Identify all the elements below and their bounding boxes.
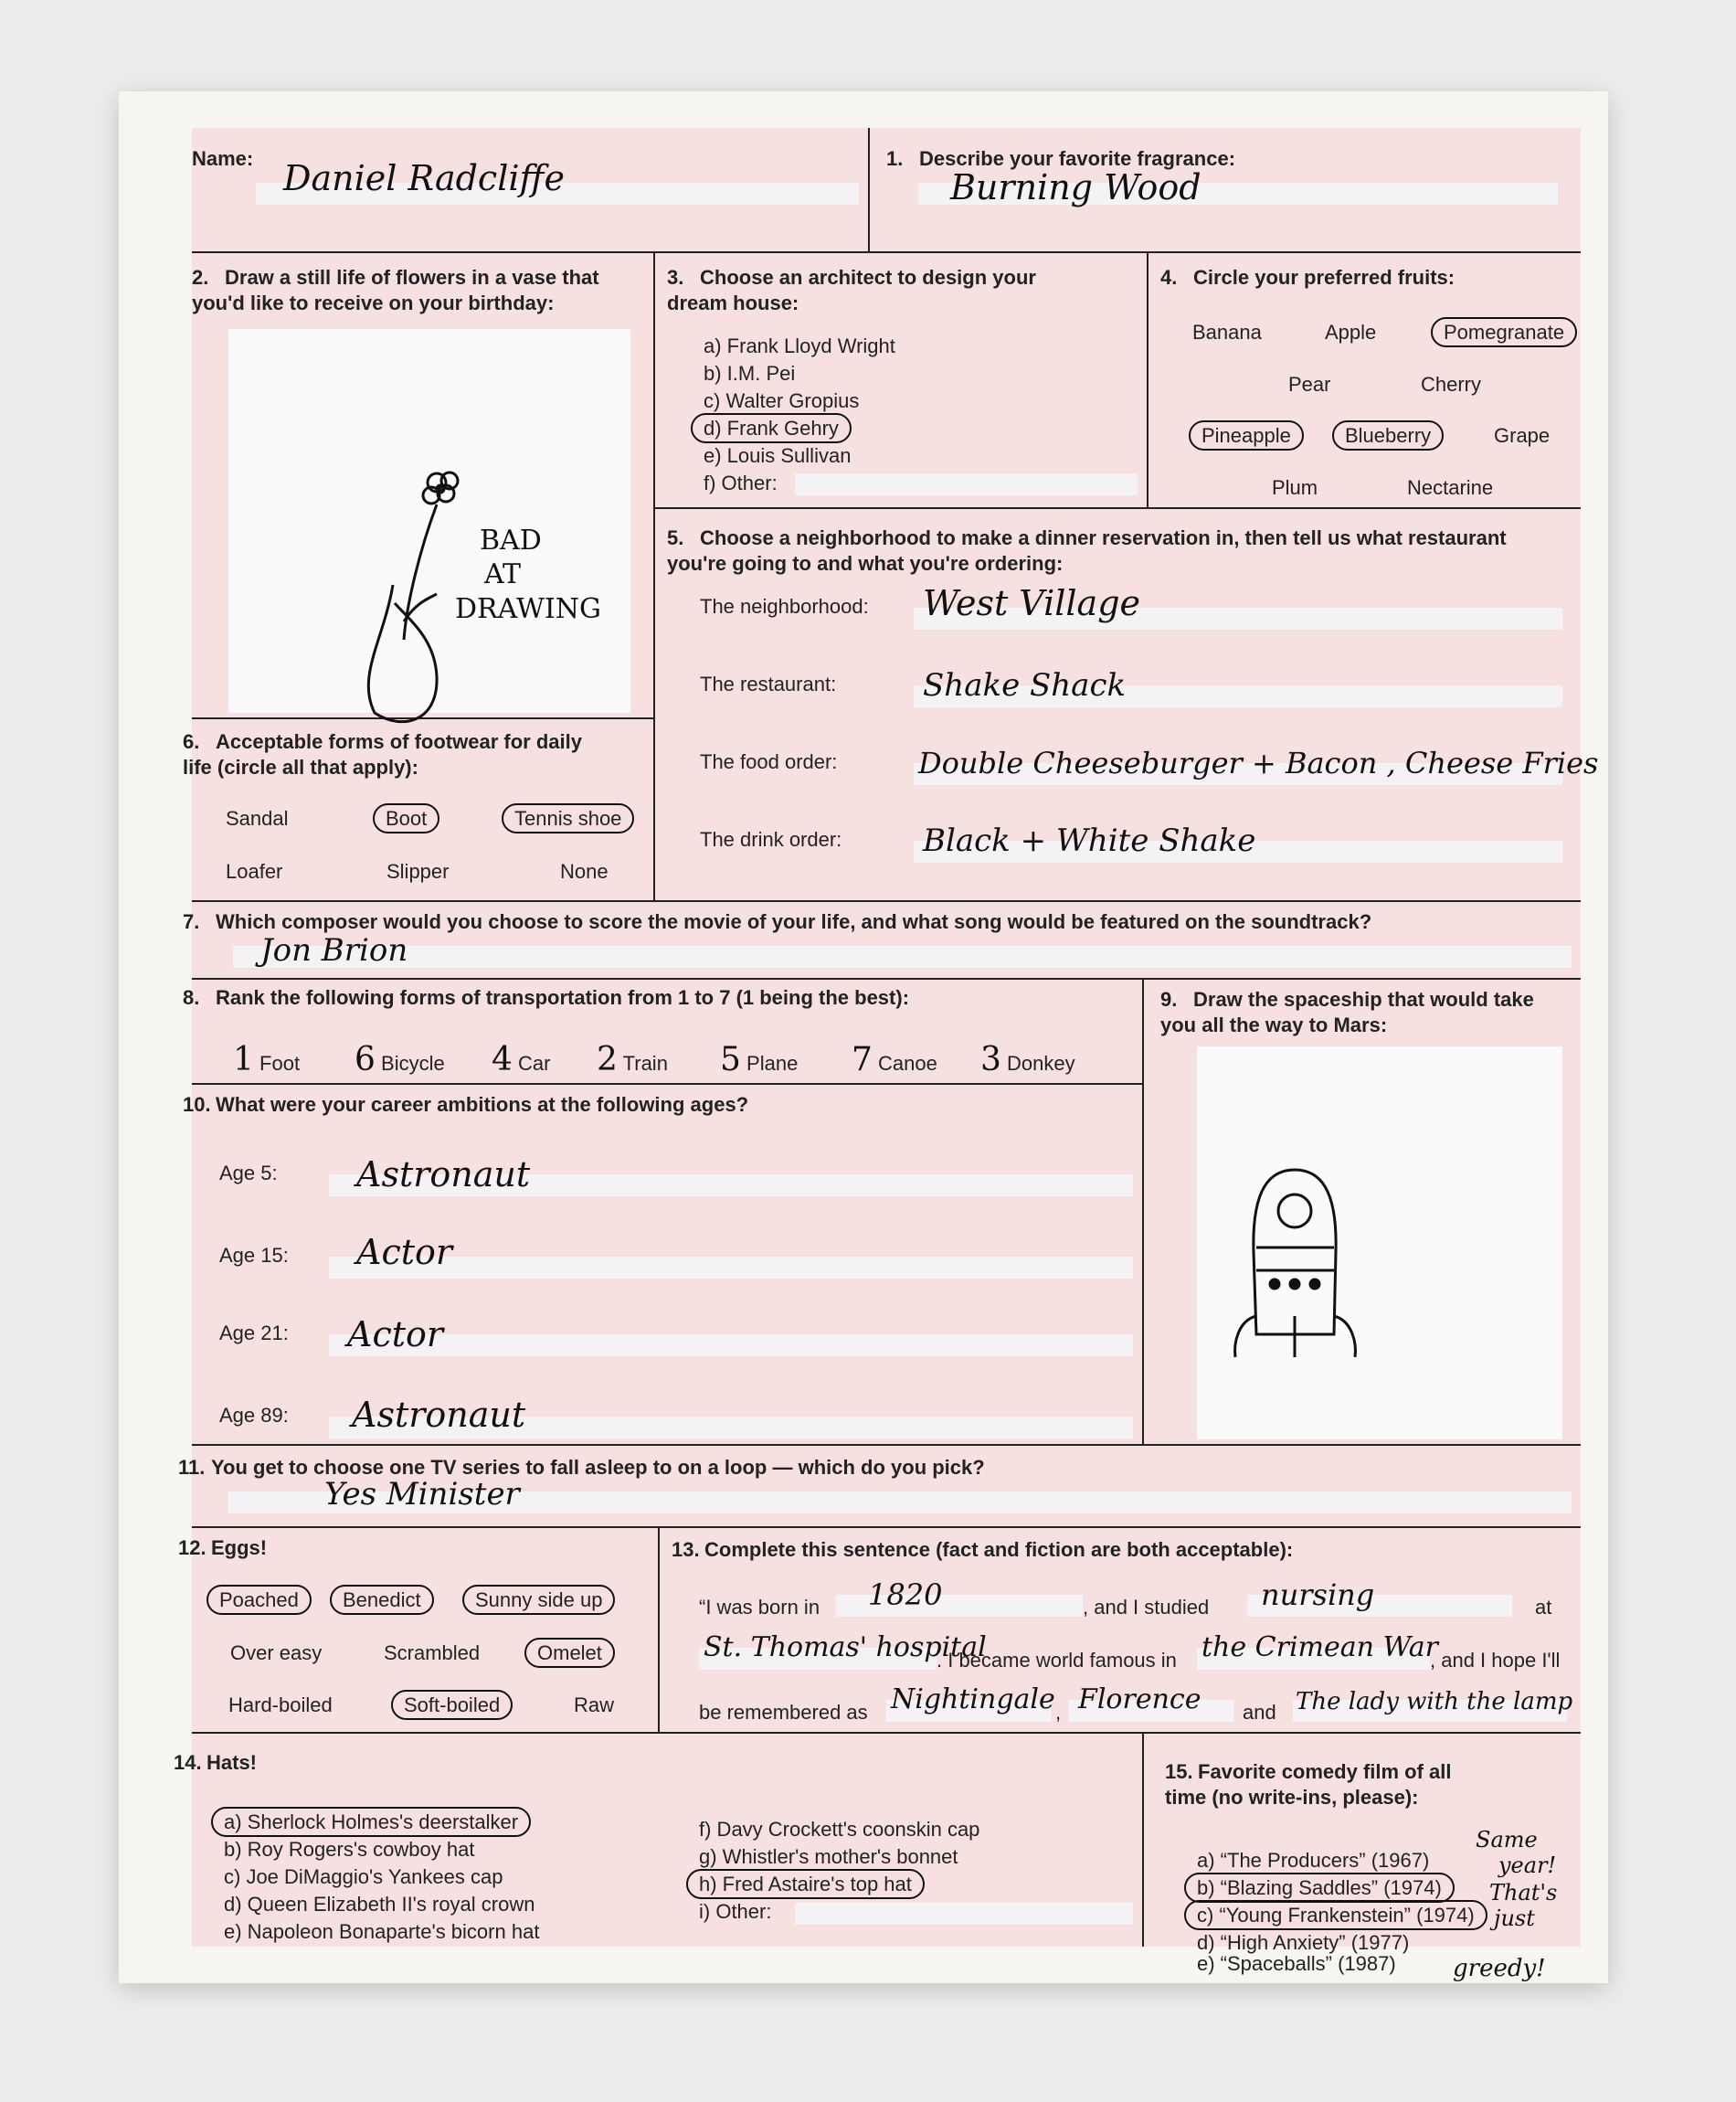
hat-f[interactable]: f) Davy Crockett's coonskin cap — [699, 1818, 980, 1841]
q13-text-7: , — [1055, 1701, 1062, 1724]
q2-question: 2. Draw a still life of flowers in a vase that you'd like to receive on your birthday: — [192, 266, 599, 314]
q5-answer-food: Double Cheeseburger + Bacon , Cheese Fries — [918, 746, 1599, 780]
egg-benedict[interactable]: Benedict — [343, 1587, 434, 1613]
q13-text-1: “I was born in — [699, 1596, 820, 1619]
q15-question: 15. Favorite comedy film of all time (no write-ins, please): — [1165, 1760, 1452, 1809]
q13-text-2: , and I studied — [1083, 1596, 1210, 1619]
q3-option-d[interactable]: d) Frank Gehry — [704, 416, 852, 441]
fruit-blueberry[interactable]: Blueberry — [1345, 423, 1444, 449]
q10-label-age15: Age 15: — [219, 1244, 289, 1267]
q2-note-2: AT — [484, 558, 522, 590]
rule — [192, 717, 653, 719]
rule — [653, 507, 1581, 509]
q5-answer-restaurant: Shake Shack — [923, 667, 1127, 704]
q7-answer: Jon Brion — [260, 932, 408, 969]
egg-soft-boiled[interactable]: Soft-boiled — [404, 1693, 513, 1718]
footwear-loafer[interactable]: Loafer — [226, 860, 283, 883]
q2-note-3: DRAWING — [455, 593, 601, 625]
q3-option-f[interactable]: f) Other: — [704, 472, 778, 494]
q11-answer: Yes Minister — [324, 1476, 520, 1513]
q3-option-a[interactable]: a) Frank Lloyd Wright — [704, 334, 895, 357]
q13-text-5: , and I hope I'll — [1430, 1649, 1561, 1672]
q10-answer-age5: Astronaut — [356, 1154, 531, 1194]
egg-sunny-side-up[interactable]: Sunny side up — [475, 1587, 615, 1613]
q10-label-age89: Age 89: — [219, 1404, 289, 1427]
footwear-sandal[interactable]: Sandal — [226, 807, 289, 830]
hat-h[interactable]: h) Fred Astaire's top hat — [699, 1872, 925, 1897]
egg-raw[interactable]: Raw — [574, 1693, 615, 1716]
q3-question: 3. Choose an architect to design your dream house: — [667, 266, 1036, 314]
footwear-boot[interactable]: Boot — [386, 806, 439, 832]
transport-donkey[interactable]: 3 Donkey — [980, 1041, 1075, 1078]
q5-label-neighborhood: The neighborhood: — [700, 595, 869, 618]
q14-other-field[interactable] — [795, 1903, 1133, 1925]
q10-answer-age21: Actor — [347, 1314, 444, 1354]
rule — [658, 1526, 660, 1732]
q13-answer-studied: nursing — [1261, 1577, 1375, 1612]
q13-question: 13. Complete this sentence (fact and fiction are both acceptable): — [672, 1538, 1294, 1561]
footwear-slipper[interactable]: Slipper — [386, 860, 450, 883]
q13-answer-at: St. Thomas' hospital — [704, 1631, 987, 1663]
name-label: Name: — [192, 147, 254, 170]
q13-answer-famous: the Crimean War — [1201, 1631, 1438, 1663]
egg-poached[interactable]: Poached — [219, 1587, 312, 1613]
rule — [1142, 1732, 1144, 1947]
q5-answer-drink: Black + White Shake — [923, 823, 1256, 859]
paper-sheet — [119, 91, 1608, 1983]
q1-answer: Burning Wood — [950, 167, 1201, 207]
q15-note-3: That's — [1489, 1880, 1558, 1906]
q13-text-3: at — [1535, 1596, 1552, 1619]
q11-question: 11. You get to choose one TV series to fall asleep to on a loop — which do you pick? — [178, 1456, 985, 1479]
fruit-nectarine[interactable]: Nectarine — [1407, 476, 1494, 499]
q13-text-8: and — [1243, 1701, 1276, 1724]
q9-drawing-area[interactable] — [1197, 1046, 1562, 1439]
rule — [192, 1732, 1581, 1734]
egg-scrambled[interactable]: Scrambled — [384, 1641, 481, 1664]
q13-text-4: . I became world famous in — [937, 1649, 1177, 1672]
q15-note-1: Same — [1476, 1827, 1538, 1853]
hat-a[interactable]: a) Sherlock Holmes's deerstalker — [224, 1810, 531, 1835]
hat-e[interactable]: e) Napoleon Bonaparte's bicorn hat — [224, 1920, 540, 1943]
q1-question: 1. Describe your favorite fragrance: — [886, 147, 1236, 170]
footwear-tennis-shoe[interactable]: Tennis shoe — [514, 806, 634, 832]
film-b[interactable]: b) “Blazing Saddles” (1974) — [1197, 1875, 1455, 1901]
transport-canoe[interactable]: 7 Canoe — [852, 1041, 937, 1078]
film-c[interactable]: c) “Young Frankenstein” (1974) — [1197, 1903, 1487, 1928]
hat-c[interactable]: c) Joe DiMaggio's Yankees cap — [224, 1865, 503, 1888]
q15-note-2: year! — [1498, 1853, 1557, 1878]
q13-answer-remembered-3: The lady with the lamp — [1296, 1688, 1573, 1715]
rule — [192, 251, 1581, 253]
q10-label-age21: Age 21: — [219, 1322, 289, 1344]
q3-other-field[interactable] — [795, 473, 1138, 495]
questionnaire-form — [174, 128, 1599, 1954]
q8-question: 8. Rank the following forms of transportation from 1 to 7 (1 being the best): — [183, 986, 910, 1009]
transport-car[interactable]: 4 Car — [492, 1041, 551, 1078]
q13-answer-remembered-1: Nightingale — [891, 1683, 1055, 1715]
q15-note-4: just — [1494, 1906, 1535, 1931]
q6-question: 6. Acceptable forms of footwear for daily life (circle all that apply): — [183, 730, 582, 779]
film-e[interactable]: e) “Spaceballs” (1987) — [1197, 1952, 1396, 1975]
q10-answer-age89: Astronaut — [352, 1395, 526, 1435]
q13-answer-born: 1820 — [868, 1577, 943, 1612]
q9-question: 9. Draw the spaceship that would take you all the way to Mars: — [1160, 988, 1534, 1036]
hat-i[interactable]: i) Other: — [699, 1900, 772, 1923]
rule — [192, 1526, 1581, 1528]
rule — [192, 978, 1581, 980]
rule — [192, 900, 1581, 902]
q12-question: 12. Eggs! — [178, 1536, 268, 1559]
q10-answer-age15: Actor — [356, 1232, 453, 1272]
footwear-none[interactable]: None — [560, 860, 609, 883]
q10-field-age21[interactable] — [329, 1334, 1133, 1356]
transport-train[interactable]: 2 Train — [597, 1041, 668, 1078]
q5-label-drink: The drink order: — [700, 828, 842, 851]
q5-question: 5. Choose a neighborhood to make a dinner reservation in, then tell us what restaurant you're going to and what you're ordering: — [667, 526, 1507, 575]
q5-label-restaurant: The restaurant: — [700, 673, 837, 695]
q4-question: 4. Circle your preferred fruits: — [1160, 266, 1455, 289]
fruit-grape[interactable]: Grape — [1494, 424, 1551, 447]
fruit-plum[interactable]: Plum — [1272, 476, 1318, 499]
fruit-pomegranate[interactable]: Pomegranate — [1444, 320, 1577, 345]
q10-question: 10. What were your career ambitions at the following ages? — [183, 1093, 749, 1116]
transport-plane[interactable]: 5 Plane — [720, 1041, 799, 1078]
q3-option-b[interactable]: b) I.M. Pei — [704, 362, 796, 385]
q5-answer-neighborhood: West Village — [923, 583, 1141, 623]
rule — [653, 251, 655, 900]
fruit-apple[interactable]: Apple — [1325, 321, 1377, 344]
q3-option-c[interactable]: c) Walter Gropius — [704, 389, 860, 412]
rule — [1147, 251, 1149, 507]
fruit-banana[interactable]: Banana — [1192, 321, 1262, 344]
q13-text-6: be remembered as — [699, 1701, 868, 1724]
q14-question: 14. Hats! — [174, 1751, 258, 1774]
spaceship-drawing — [192, 128, 193, 129]
q7-field[interactable] — [233, 946, 1572, 968]
egg-hard-boiled[interactable]: Hard-boiled — [228, 1693, 333, 1716]
hat-d[interactable]: d) Queen Elizabeth II's royal crown — [224, 1893, 535, 1916]
fruit-pineapple[interactable]: Pineapple — [1201, 423, 1304, 449]
hat-b[interactable]: b) Roy Rogers's cowboy hat — [224, 1838, 475, 1861]
fruit-pear[interactable]: Pear — [1288, 373, 1331, 396]
fruit-cherry[interactable]: Cherry — [1421, 373, 1482, 396]
rule — [1142, 978, 1144, 1444]
transport-foot[interactable]: 1 Foot — [233, 1041, 301, 1078]
rule — [192, 1083, 1142, 1085]
hat-g[interactable]: g) Whistler's mother's bonnet — [699, 1845, 958, 1868]
transport-bicycle[interactable]: 6 Bicycle — [355, 1041, 445, 1078]
name-answer: Daniel Radcliffe — [283, 158, 565, 198]
egg-over-easy[interactable]: Over easy — [230, 1641, 323, 1664]
film-a[interactable]: a) “The Producers” (1967) — [1197, 1849, 1430, 1872]
q2-note-1: BAD — [480, 525, 542, 557]
rule — [868, 128, 870, 251]
film-d[interactable]: d) “High Anxiety” (1977) — [1197, 1931, 1410, 1954]
q15-note-5: greedy! — [1453, 1955, 1546, 1982]
q3-option-e[interactable]: e) Louis Sullivan — [704, 444, 852, 467]
q7-question: 7. Which composer would you choose to score the movie of your life, and what song would be featured on the soundtrack? — [183, 910, 1372, 933]
q13-answer-remembered-2: Florence — [1078, 1683, 1201, 1715]
q10-label-age5: Age 5: — [219, 1162, 278, 1184]
egg-omelet[interactable]: Omelet — [537, 1640, 615, 1666]
q5-label-food: The food order: — [700, 750, 838, 773]
rule — [192, 1444, 1581, 1446]
